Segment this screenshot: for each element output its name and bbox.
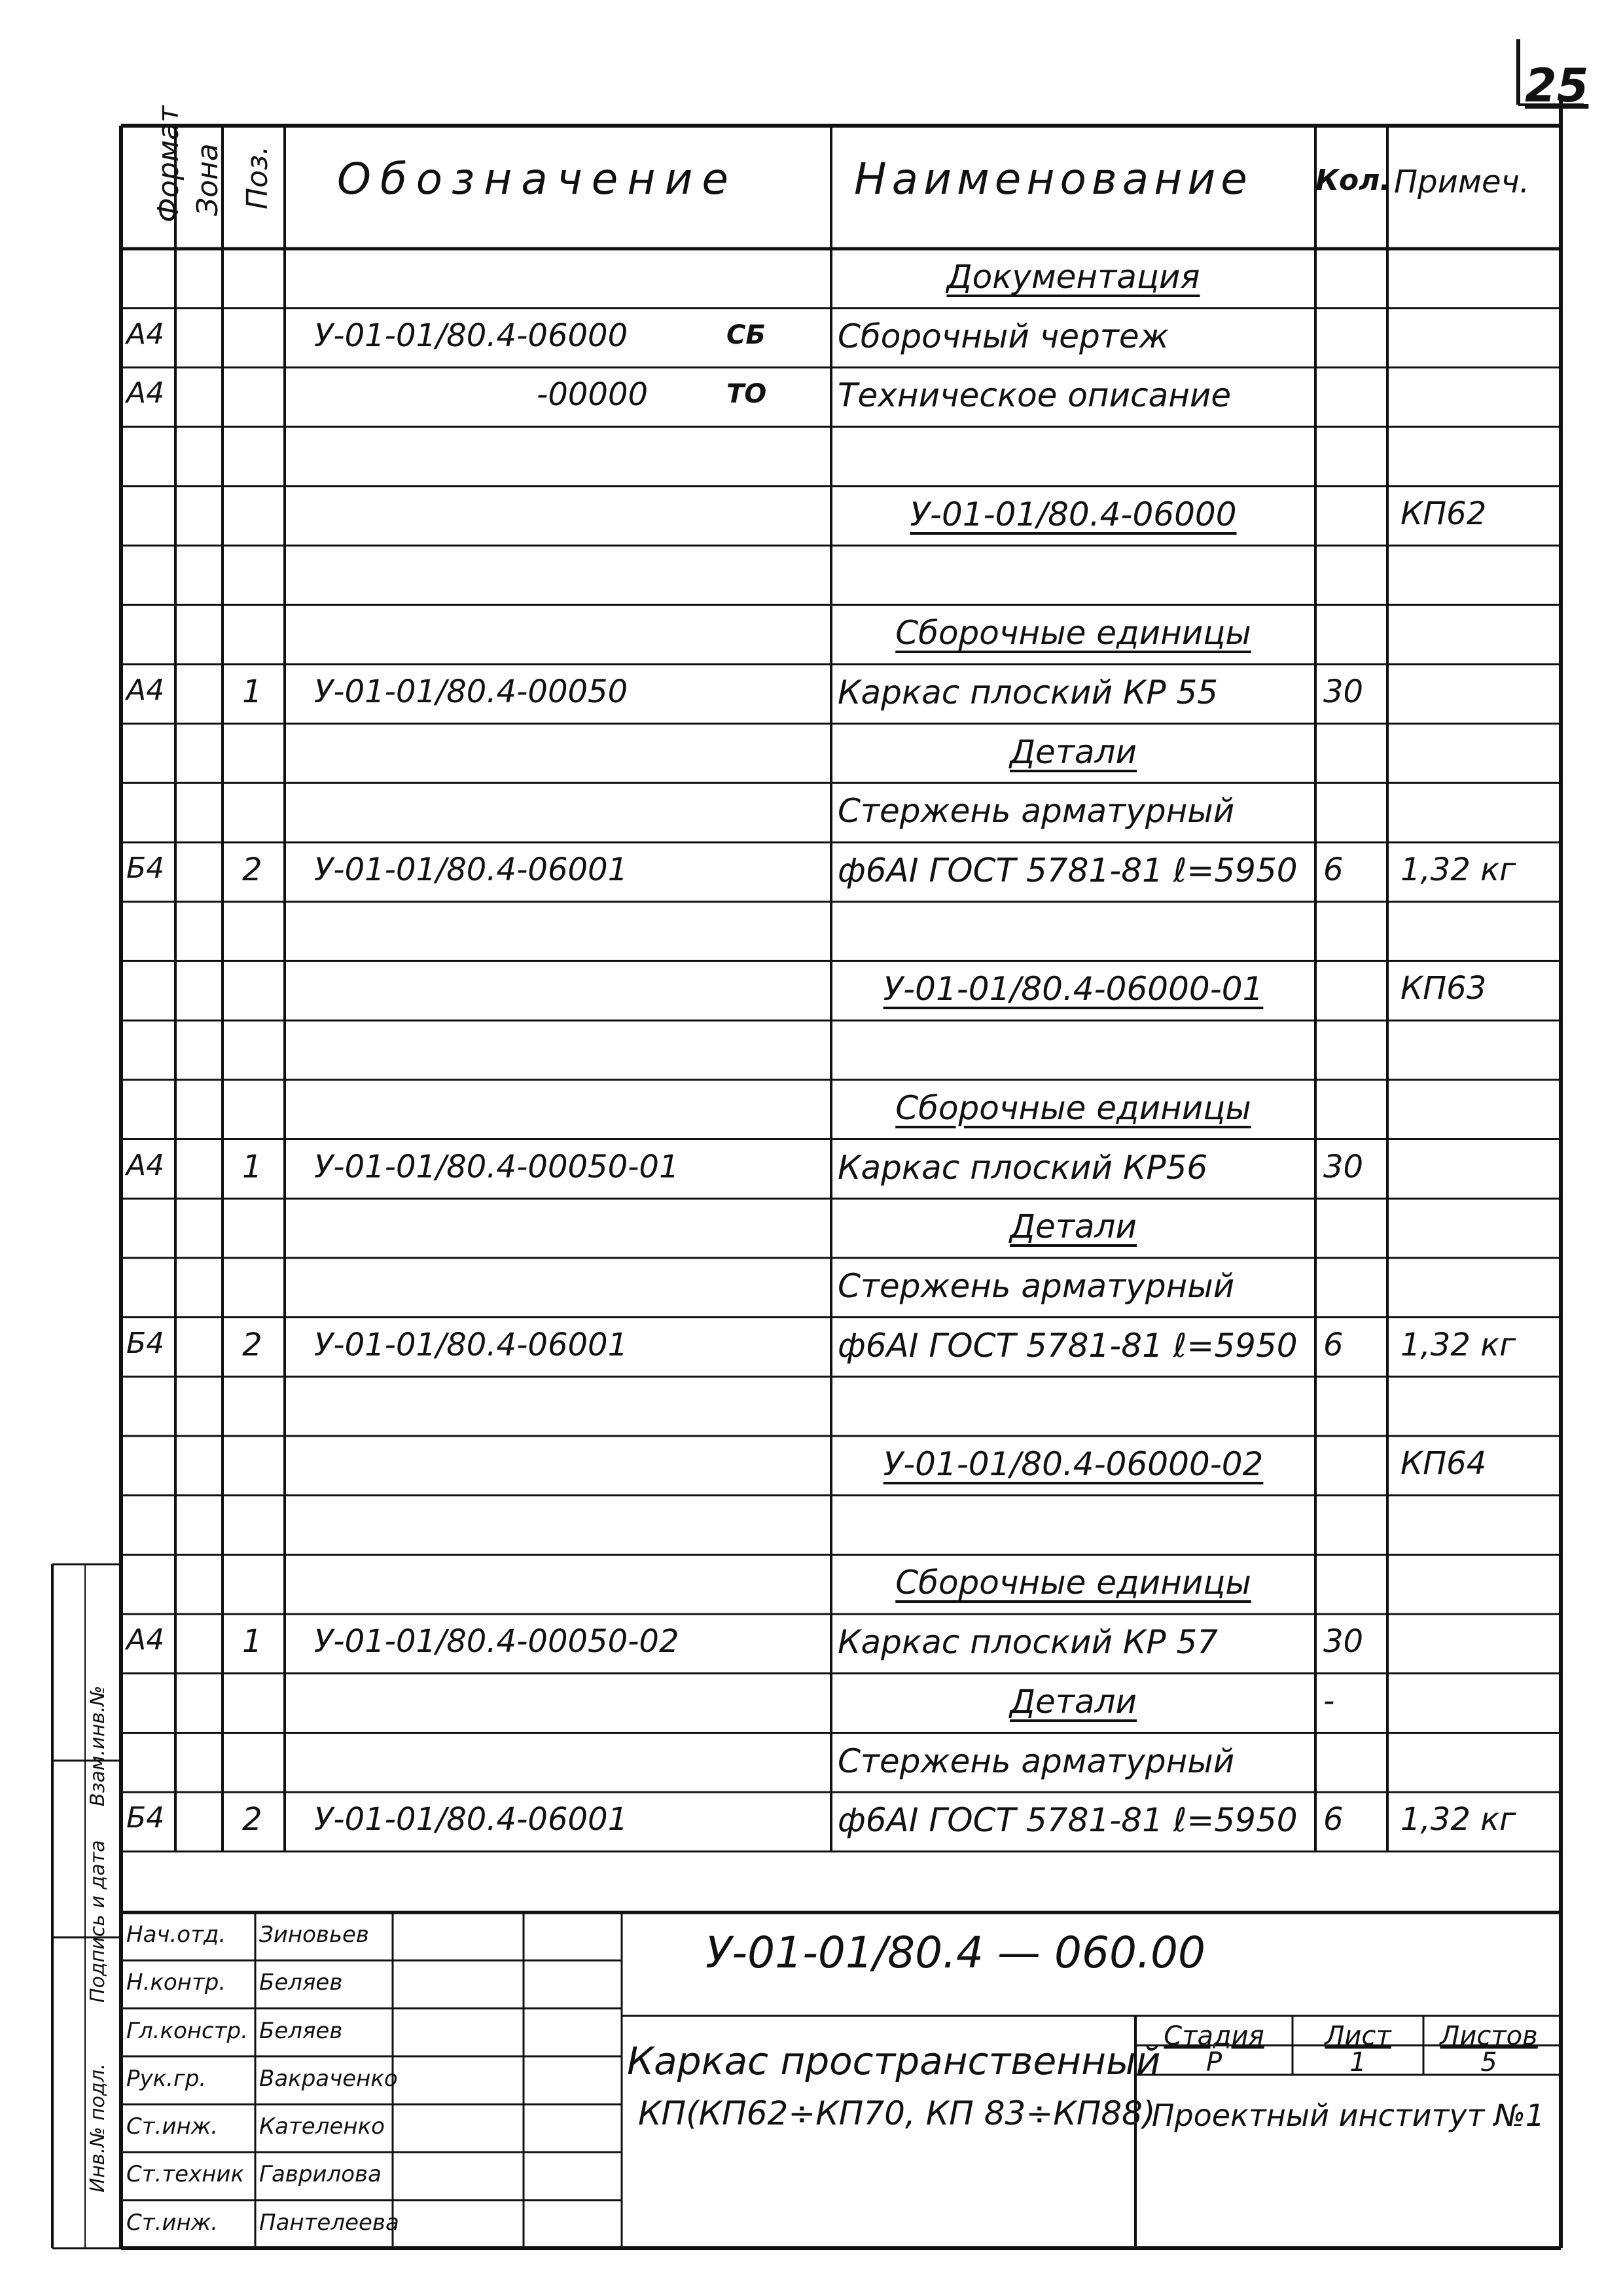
organization: Проектный институт №1 <box>1151 2098 1545 2133</box>
staff-name: Кателенко <box>259 2113 385 2140</box>
row-name: Стержень арматурный <box>838 1266 1235 1305</box>
side-stamp-signature: Подпись и дата <box>86 1840 109 2003</box>
header-format: Формат <box>152 105 185 223</box>
sheets-value: 5 <box>1480 2047 1497 2077</box>
staff-name: Беляев <box>259 2017 343 2044</box>
row-name: Детали <box>1009 1208 1137 1246</box>
row-quantity: 6 <box>1323 1801 1344 1839</box>
row-name: Стержень арматурный <box>838 1742 1235 1780</box>
header-pos: Поз. <box>241 145 274 209</box>
side-stamp-inv: Инв.№ подл. <box>86 2063 109 2193</box>
sheet-number: 25 <box>1525 59 1589 113</box>
row-quantity: 6 <box>1323 852 1344 888</box>
product-name-line1: Каркас пространственный <box>627 2039 1161 2083</box>
row-designation: У-01-01/80.4-00050 <box>314 673 628 710</box>
row-name: Сборочные единицы <box>895 1564 1251 1602</box>
row-name: У-01-01/80.4-06000-01 <box>883 970 1264 1009</box>
sheet-label: Лист <box>1325 2021 1391 2051</box>
row-name: Каркас плоский КР 57 <box>838 1623 1219 1662</box>
staff-role: Н.контр. <box>126 1969 226 1996</box>
row-position: 1 <box>242 1623 262 1660</box>
stage-value: Р <box>1205 2047 1222 2077</box>
staff-role: Ст.инж. <box>126 2113 219 2140</box>
row-format: А4 <box>126 376 165 410</box>
row-designation: У-01-01/80.4-06000 <box>314 317 628 354</box>
staff-role: Рук.гр. <box>126 2065 207 2092</box>
header-qty: Кол. <box>1315 164 1391 197</box>
header-note: Примеч. <box>1394 164 1530 200</box>
row-quantity: 30 <box>1323 1148 1364 1185</box>
row-quantity: - <box>1323 1682 1335 1719</box>
row-format: А4 <box>126 1623 165 1657</box>
row-name: У-01-01/80.4-06000 <box>910 495 1237 533</box>
row-format: А4 <box>126 673 165 707</box>
row-note: 1,32 кг <box>1400 1326 1516 1363</box>
row-designation-suffix: СБ <box>726 319 766 350</box>
staff-name: Вакраченко <box>259 2065 398 2092</box>
row-name: ф6АI ГОСТ 5781-81 ℓ=5950 <box>838 1801 1298 1840</box>
header-zone: Зона <box>191 143 224 216</box>
row-designation: У-01-01/80.4-06001 <box>314 1326 628 1363</box>
product-name-line2: КП(КП62÷КП70, КП 83÷КП88) <box>638 2094 1156 2132</box>
staff-role: Гл.констр. <box>126 2017 248 2044</box>
staff-role: Ст.инж. <box>126 2209 219 2236</box>
row-note: 1,32 кг <box>1400 1801 1516 1839</box>
row-format: Б4 <box>126 1326 165 1360</box>
staff-name: Зиновьев <box>259 1922 369 1948</box>
row-position: 1 <box>242 673 262 710</box>
row-quantity: 30 <box>1323 673 1364 710</box>
row-note: КП62 <box>1400 495 1487 532</box>
row-name: Техническое описание <box>838 376 1232 415</box>
row-name: Стержень арматурный <box>838 792 1235 831</box>
row-name: Каркас плоский КР56 <box>838 1148 1208 1187</box>
row-position: 2 <box>242 852 262 888</box>
header-name: Наименование <box>854 154 1253 204</box>
row-designation: У-01-01/80.4-00050-01 <box>314 1148 679 1185</box>
row-designation: У-01-01/80.4-00050-02 <box>314 1623 679 1660</box>
row-name: Детали <box>1009 732 1137 771</box>
document-code: У-01-01/80.4 — 060.00 <box>705 1928 1205 1978</box>
row-designation-suffix: ТО <box>726 379 767 410</box>
row-designation: -00000 <box>537 376 649 414</box>
row-quantity: 30 <box>1323 1623 1364 1660</box>
row-quantity: 6 <box>1323 1326 1344 1363</box>
row-name: Сборочный чертеж <box>838 317 1169 355</box>
row-name: ф6АI ГОСТ 5781-81 ℓ=5950 <box>838 852 1298 889</box>
row-name: Документация <box>946 258 1200 296</box>
staff-role: Нач.отд. <box>126 1922 226 1948</box>
row-name: Детали <box>1009 1682 1137 1721</box>
row-designation: У-01-01/80.4-06001 <box>314 1801 628 1839</box>
row-note: КП64 <box>1400 1445 1487 1482</box>
row-name: Сборочные единицы <box>895 614 1251 653</box>
row-name: Каркас плоский КР 55 <box>838 673 1219 711</box>
row-name: Сборочные единицы <box>895 1088 1251 1127</box>
row-name: У-01-01/80.4-06000-02 <box>883 1445 1264 1483</box>
row-position: 1 <box>242 1148 262 1185</box>
side-stamp-replace: Взам.инв.№ <box>86 1685 109 1806</box>
row-position: 2 <box>242 1326 262 1363</box>
row-note: 1,32 кг <box>1400 852 1516 888</box>
sheets-label: Листов <box>1440 2021 1538 2051</box>
stage-label: Стадия <box>1164 2021 1264 2051</box>
staff-name: Пантелеева <box>259 2209 399 2236</box>
row-name: ф6АI ГОСТ 5781-81 ℓ=5950 <box>838 1326 1298 1365</box>
row-note: КП63 <box>1400 970 1487 1007</box>
sheet-value: 1 <box>1349 2047 1366 2077</box>
row-format: А4 <box>126 1148 165 1182</box>
row-format: А4 <box>126 317 165 351</box>
header-designation: Обозначение <box>337 154 738 204</box>
row-position: 2 <box>242 1801 262 1839</box>
row-format: Б4 <box>126 1801 165 1835</box>
row-designation: У-01-01/80.4-06001 <box>314 852 628 888</box>
staff-name: Беляев <box>259 1969 343 1996</box>
staff-role: Ст.техник <box>126 2161 245 2188</box>
row-format: Б4 <box>126 852 165 885</box>
staff-name: Гаврилова <box>259 2161 382 2188</box>
